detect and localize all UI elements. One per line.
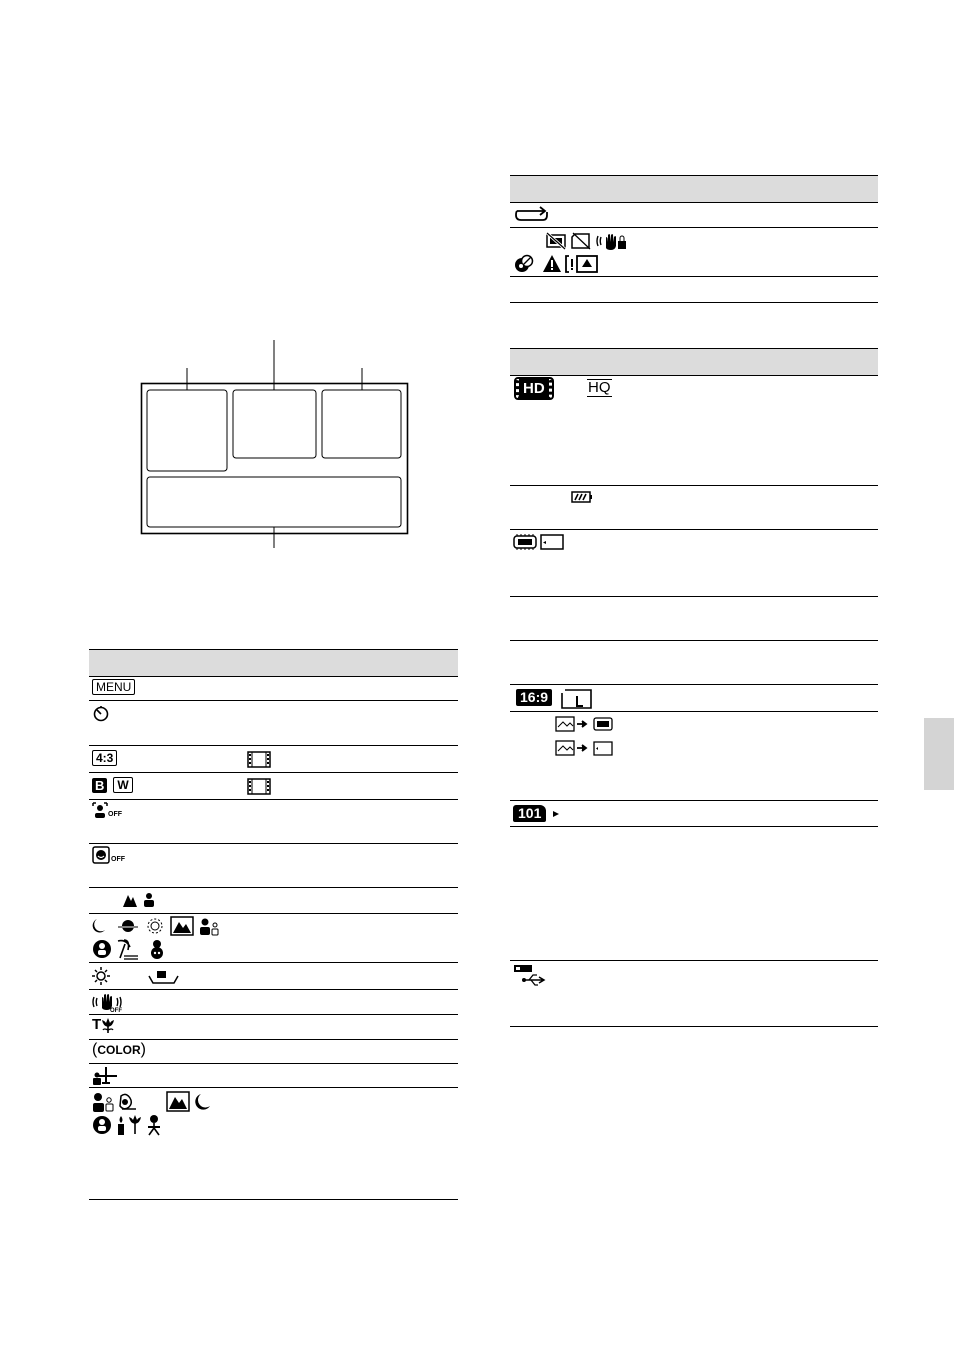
- steadyshot-off-icon: [92, 992, 124, 1012]
- fader-black-icon: [92, 777, 133, 793]
- hq-mode-icon: [587, 379, 612, 397]
- menu-icon: [92, 679, 135, 695]
- left-row-divider: [89, 799, 458, 800]
- right-row-divider: [510, 684, 878, 685]
- left-row-divider: [89, 989, 458, 990]
- right-row-divider: [510, 529, 878, 530]
- left-row-divider: [89, 913, 458, 914]
- copy-to-internal-memory-icon: [555, 715, 617, 733]
- screen-diagram-drawing: [140, 340, 410, 550]
- left-row-divider: [89, 1039, 458, 1040]
- color-label: COLOR: [97, 1043, 141, 1057]
- right-bottom-table-header: [510, 348, 878, 376]
- demo-loop-icon: [513, 205, 551, 222]
- right-row-divider: [510, 596, 878, 597]
- right-row-divider: [510, 227, 878, 228]
- left-table-header: [89, 649, 458, 677]
- recording-media-icons: [513, 533, 565, 551]
- right-top-table-header: [510, 175, 878, 203]
- fader-w-label: W: [113, 777, 132, 793]
- left-row-divider: [89, 745, 458, 746]
- right-table-bottom: [510, 1026, 878, 1027]
- usb-connection-icon: [513, 964, 547, 986]
- warning-icons-row1: [546, 232, 636, 250]
- off-label: OFF: [108, 811, 122, 818]
- warning-icons-row2: [513, 254, 603, 274]
- aspect-4-3-icon: [92, 750, 117, 766]
- aspect-4-3-label: 4:3: [92, 750, 117, 766]
- film-strip-icon: [247, 751, 271, 768]
- battery-icon: [571, 491, 593, 503]
- left-row-divider: [89, 1014, 458, 1015]
- left-row-divider: [89, 843, 458, 844]
- hd-quality-icon: [516, 379, 552, 398]
- left-table-bottom: [89, 1199, 458, 1200]
- right-row-divider: [510, 640, 878, 641]
- right-row-divider: [510, 800, 878, 801]
- right-row-divider: [510, 826, 878, 827]
- fader-b-label: B: [92, 778, 107, 793]
- copy-to-card-icon: [555, 739, 617, 757]
- hd-label: HD: [516, 379, 552, 398]
- left-row-divider: [89, 1087, 458, 1088]
- scene-selection-icons-row2: [92, 938, 172, 960]
- hq-label: HQ: [588, 379, 611, 396]
- chapter-side-tab: [924, 718, 954, 790]
- airplane-icon: [92, 1066, 118, 1086]
- wide-aspect-icon: [516, 689, 552, 706]
- tele-macro-t: T: [92, 1016, 102, 1033]
- face-detection-off-icon: [92, 802, 122, 818]
- white-balance-icons: [92, 966, 182, 986]
- screen-diagram: [140, 340, 410, 550]
- playback-folder-icon: [513, 805, 561, 822]
- color-slow-shutter-icon: ( COLOR ): [92, 1041, 146, 1058]
- wide-label: 16:9: [516, 689, 552, 706]
- intelligent-auto-icons-row1: [92, 1091, 217, 1113]
- left-row-divider: [89, 1063, 458, 1064]
- film-strip-icon: [247, 778, 271, 795]
- photo-size-icon: [561, 689, 593, 709]
- svg-text:OFF: OFF: [110, 1008, 122, 1012]
- smile-shutter-off-icon: [92, 846, 125, 864]
- scene-selection-icons-row1: [92, 916, 222, 936]
- right-row-divider: [510, 960, 878, 961]
- right-row-divider: [510, 276, 878, 277]
- left-row-divider: [89, 887, 458, 888]
- right-row-divider: [510, 711, 878, 712]
- left-row-divider: [89, 962, 458, 963]
- landscape-portrait-icons: [122, 891, 156, 908]
- folder-label: 101: [513, 805, 546, 822]
- self-timer-icon: [92, 704, 110, 722]
- intelligent-auto-icons-row2: [92, 1114, 167, 1136]
- off-label: OFF: [111, 856, 125, 863]
- right-row-divider: [510, 485, 878, 486]
- right-row-divider: [510, 302, 878, 303]
- tele-macro-icon: [92, 1017, 115, 1033]
- left-row-divider: [89, 772, 458, 773]
- left-row-divider: [89, 700, 458, 701]
- menu-label: MENU: [92, 679, 135, 695]
